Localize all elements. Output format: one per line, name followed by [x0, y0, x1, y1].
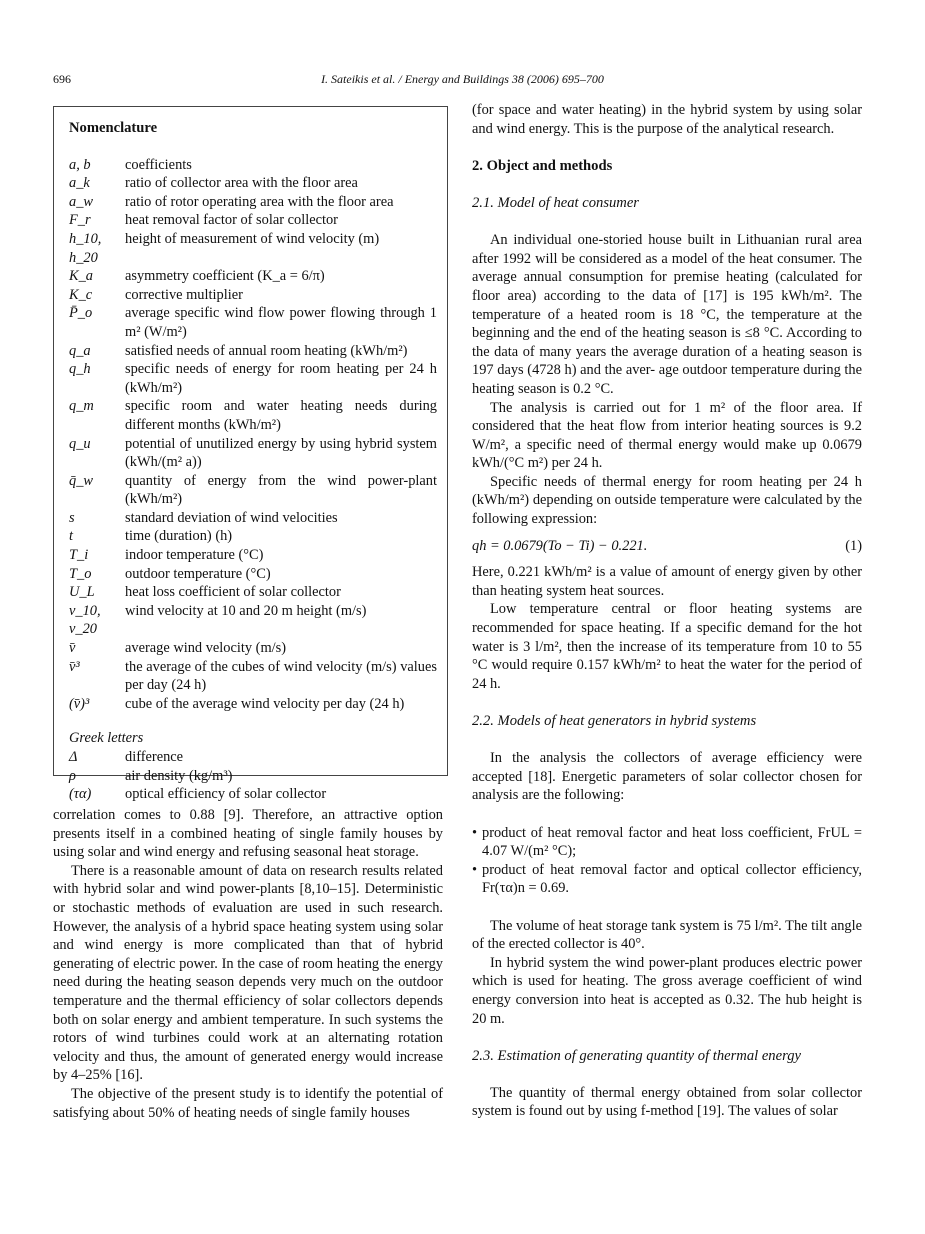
- nomenclature-symbol: (v̄)³: [69, 695, 90, 712]
- nomenclature-definition: indoor temperature (°C): [125, 547, 264, 564]
- nomenclature-symbol: Δ: [69, 749, 78, 765]
- nomenclature-definition: specific needs of energy for room heating per 24 h (kWh/m²): [125, 361, 437, 396]
- nomenclature-symbol: t: [69, 528, 73, 545]
- nomenclature-row: [69, 435, 437, 472]
- greek-letters-heading: Greek letters: [69, 730, 144, 747]
- nomenclature-symbol: P̄_o: [69, 305, 93, 322]
- nomenclature-symbol: T_o: [69, 565, 92, 582]
- equation-text: qh = 0.0679(To − Ti) − 0.221.: [472, 537, 648, 554]
- bullet-item: [472, 861, 862, 898]
- nomenclature-definition: coefficients: [125, 156, 192, 173]
- nomenclature-row: [69, 695, 437, 714]
- nomenclature-symbol: F_r: [69, 212, 91, 229]
- nomenclature-definition: standard deviation of wind velocities: [125, 509, 338, 526]
- nomenclature-box: [53, 106, 448, 803]
- paragraph: correlation comes to 0.88 [9]. Therefore, an attractive option presents itself in a combined heating of single family houses by using solar and wind energy and refusing seasonal heat storage.: [53, 807, 443, 861]
- greek-letters-list: [69, 748, 437, 804]
- paragraph: The quantity of thermal energy obtained from solar collector system is found out by using f-method [19]. The values of solar: [472, 1084, 862, 1120]
- nomenclature-row: [69, 565, 437, 584]
- nomenclature-definition: quantity of energy from the wind power-plant (kWh/m²): [125, 472, 437, 508]
- nomenclature-row: [69, 658, 437, 695]
- nomenclature-symbol: v̄³: [69, 658, 80, 675]
- nomenclature-row: [69, 509, 437, 528]
- paragraph: An individual one-storied house built in Lithuanian rural area after 1992 will be considered as a model of the heat consumer. The average annual consumption for premise heating (calculated for floor area) according to the data of [17] is 195 kWh/m². The temperature of a heated room is 18 °C, the temperature at the beginning and the end of the heating season is ≤8 °C. According to the data of many years the average duration of a heating season is 197 days (4728 h) and the aver- age outdoor temperature during the heating season is 0.2 °C.: [472, 232, 862, 397]
- nomenclature-definition: outdoor temperature (°C): [125, 565, 271, 582]
- nomenclature-symbol: q_h: [69, 361, 91, 378]
- nomenclature-definition: height of measurement of wind velocity (m): [125, 230, 380, 247]
- bullet-icon: •: [472, 824, 478, 841]
- nomenclature-definition: average wind velocity (m/s): [125, 640, 287, 657]
- nomenclature-row: [69, 583, 437, 602]
- equation-number: (1): [845, 537, 862, 554]
- paragraph: The analysis is carried out for 1 m² of the floor area. If considered that the heat flow from interior heating sources is 9.2 W/m², a specific need of thermal energy would make up 0.0679 kWh/(°C m²) per 24 h.: [472, 399, 862, 472]
- right-column-text: [472, 101, 862, 1121]
- nomenclature-row: [69, 193, 437, 212]
- nomenclature-definition: ratio of collector area with the floor area: [125, 175, 358, 192]
- nomenclature-symbol: q_m: [69, 398, 94, 415]
- nomenclature-row: [69, 546, 437, 565]
- nomenclature-definition: potential of unutilized energy by using hybrid system (kWh/(m² a)): [125, 435, 437, 471]
- paragraph: Specific needs of thermal energy for room heating per 24 h (kWh/m²) depending on outside temperature were calculated by the following expression:: [472, 473, 862, 528]
- nomenclature-symbol: a, b: [69, 156, 91, 173]
- paragraph: In the analysis the collectors of average efficiency were accepted [18]. Energetic parameters of solar collector chosen for analysis are the following:: [472, 750, 862, 804]
- nomenclature-row: [69, 767, 437, 786]
- page-number: 696: [53, 72, 71, 86]
- nomenclature-row: [69, 230, 437, 267]
- bullet-text: product of heat removal factor and heat loss coefficient, FrUL = 4.07 W/(m² °C);: [482, 824, 862, 860]
- paragraph: (for space and water heating) in the hybrid system by using solar and wind energy. This is the purpose of the analytical research.: [472, 102, 862, 137]
- paragraph: Low temperature central or floor heating systems are recommended for space heating. If a specific demand for the hot water is 3 l/m², then the increase of its temperature from 10 to 55 °C would require 0.157 kWh/m² to heat the water for the period of 24 h.: [472, 601, 862, 692]
- bullet-icon: •: [472, 861, 478, 878]
- bullet-text: product of heat removal factor and optical collector efficiency, Fr(τα)n = 0.69.: [482, 861, 862, 897]
- nomenclature-row: [69, 639, 437, 658]
- nomenclature-definition: time (duration) (h): [125, 528, 233, 545]
- nomenclature-symbol: U_L: [69, 584, 95, 601]
- nomenclature-row: [69, 527, 437, 546]
- nomenclature-definition: air density (kg/m³): [125, 767, 233, 784]
- nomenclature-definition: corrective multiplier: [125, 286, 243, 303]
- nomenclature-definition: ratio of rotor operating area with the floor area: [125, 193, 394, 210]
- nomenclature-symbol: h_10, h_20: [69, 230, 102, 266]
- nomenclature-title: Nomenclature: [69, 120, 158, 136]
- nomenclature-row: [69, 397, 437, 434]
- nomenclature-row: [69, 472, 437, 509]
- nomenclature-symbol: v_10, v_20: [69, 602, 101, 638]
- nomenclature-symbol: s: [69, 509, 75, 526]
- paragraph: The volume of heat storage tank system is 75 l/m². The tilt angle of the erected collector is 40°.: [472, 917, 862, 953]
- nomenclature-row: [69, 304, 437, 341]
- paragraph: Here, 0.221 kWh/m² is a value of amount of energy given by other than heating system heat sources.: [472, 564, 862, 599]
- nomenclature-row: [69, 211, 437, 230]
- nomenclature-symbol: ρ: [69, 767, 76, 784]
- nomenclature-definition: average specific wind flow power flowing through 1 m² (W/m²): [125, 305, 437, 340]
- nomenclature-definition: wind velocity at 10 and 20 m height (m/s): [125, 602, 367, 619]
- nomenclature-definition: satisfied needs of annual room heating (kWh/m²): [125, 342, 408, 359]
- nomenclature-row: [69, 602, 437, 639]
- nomenclature-definition: asymmetry coefficient (K_a = 6/π): [125, 268, 325, 285]
- subsection-heading: 2.2. Models of heat generators in hybrid systems: [472, 713, 757, 729]
- nomenclature-row: [69, 360, 437, 397]
- left-column-text: [53, 806, 443, 1122]
- subsection-heading: 2.1. Model of heat consumer: [472, 194, 639, 211]
- nomenclature-definition: the average of the cubes of wind velocity (m/s) values per day (24 h): [125, 658, 437, 694]
- nomenclature-symbol: a_w: [69, 193, 93, 210]
- nomenclature-symbol: T_i: [69, 547, 89, 564]
- subsection-heading: 2.3. Estimation of generating quantity of thermal energy: [472, 1047, 801, 1064]
- nomenclature-symbol: q_u: [69, 435, 91, 452]
- section-heading: 2. Object and methods: [472, 157, 613, 174]
- nomenclature-row: [69, 748, 437, 767]
- nomenclature-row: [69, 342, 437, 361]
- nomenclature-definition: heat removal factor of solar collector: [125, 212, 338, 229]
- paragraph: In hybrid system the wind power-plant produces electric power which is used for heating. The gross average coefficient of wind energy conversion into heat is accepted as 0.32. The hub height is 20 m.: [472, 954, 862, 1027]
- nomenclature-symbol: q̄_w: [69, 472, 93, 489]
- paragraph: There is a reasonable amount of data on research results related with hybrid solar and wind power-plants [8,10–15]. Deterministic or stochastic methods of evaluation are used in such research. However, the analysis of a hybrid space heating system using solar and wind energy is more complicated than that of hybrid generating of electric power. In the case of room heating the energy need during the heating season depends very much on the outdoor temperature and the thermal efficiency of solar collectors depends both on solar energy and ambient temperature. In such systems the rotors of wind turbines could work at an alternating rotation velocity and thus, the amount of generated energy would increase by 4–25% [16].: [53, 862, 443, 1084]
- nomenclature-row: [69, 785, 437, 804]
- equation-1: [472, 537, 862, 556]
- nomenclature-row: [69, 174, 437, 193]
- bullet-item: [472, 824, 862, 861]
- nomenclature-symbol: v̄: [69, 640, 76, 657]
- nomenclature-symbol: K_a: [69, 268, 93, 285]
- nomenclature-definition: optical efficiency of solar collector: [125, 786, 327, 803]
- nomenclature-row: [69, 156, 437, 175]
- nomenclature-symbol: q_a: [69, 342, 91, 359]
- nomenclature-definition: difference: [125, 749, 184, 765]
- paragraph: The objective of the present study is to identify the potential of satisfying about 50% of heating needs of single family houses: [53, 1085, 443, 1121]
- running-title: I. Sateikis et al. / Energy and Buildings 38 (2006) 695–700: [321, 72, 604, 86]
- nomenclature-symbol: (τα): [69, 786, 92, 803]
- nomenclature-row: [69, 267, 437, 286]
- nomenclature-list: [69, 156, 437, 714]
- nomenclature-definition: cube of the average wind velocity per day (24 h): [125, 695, 405, 712]
- nomenclature-row: [69, 286, 437, 305]
- nomenclature-definition: specific room and water heating needs during different months (kWh/m²): [125, 398, 437, 433]
- nomenclature-definition: heat loss coefficient of solar collector: [125, 584, 341, 601]
- nomenclature-symbol: K_c: [69, 286, 93, 303]
- nomenclature-symbol: a_k: [69, 175, 90, 192]
